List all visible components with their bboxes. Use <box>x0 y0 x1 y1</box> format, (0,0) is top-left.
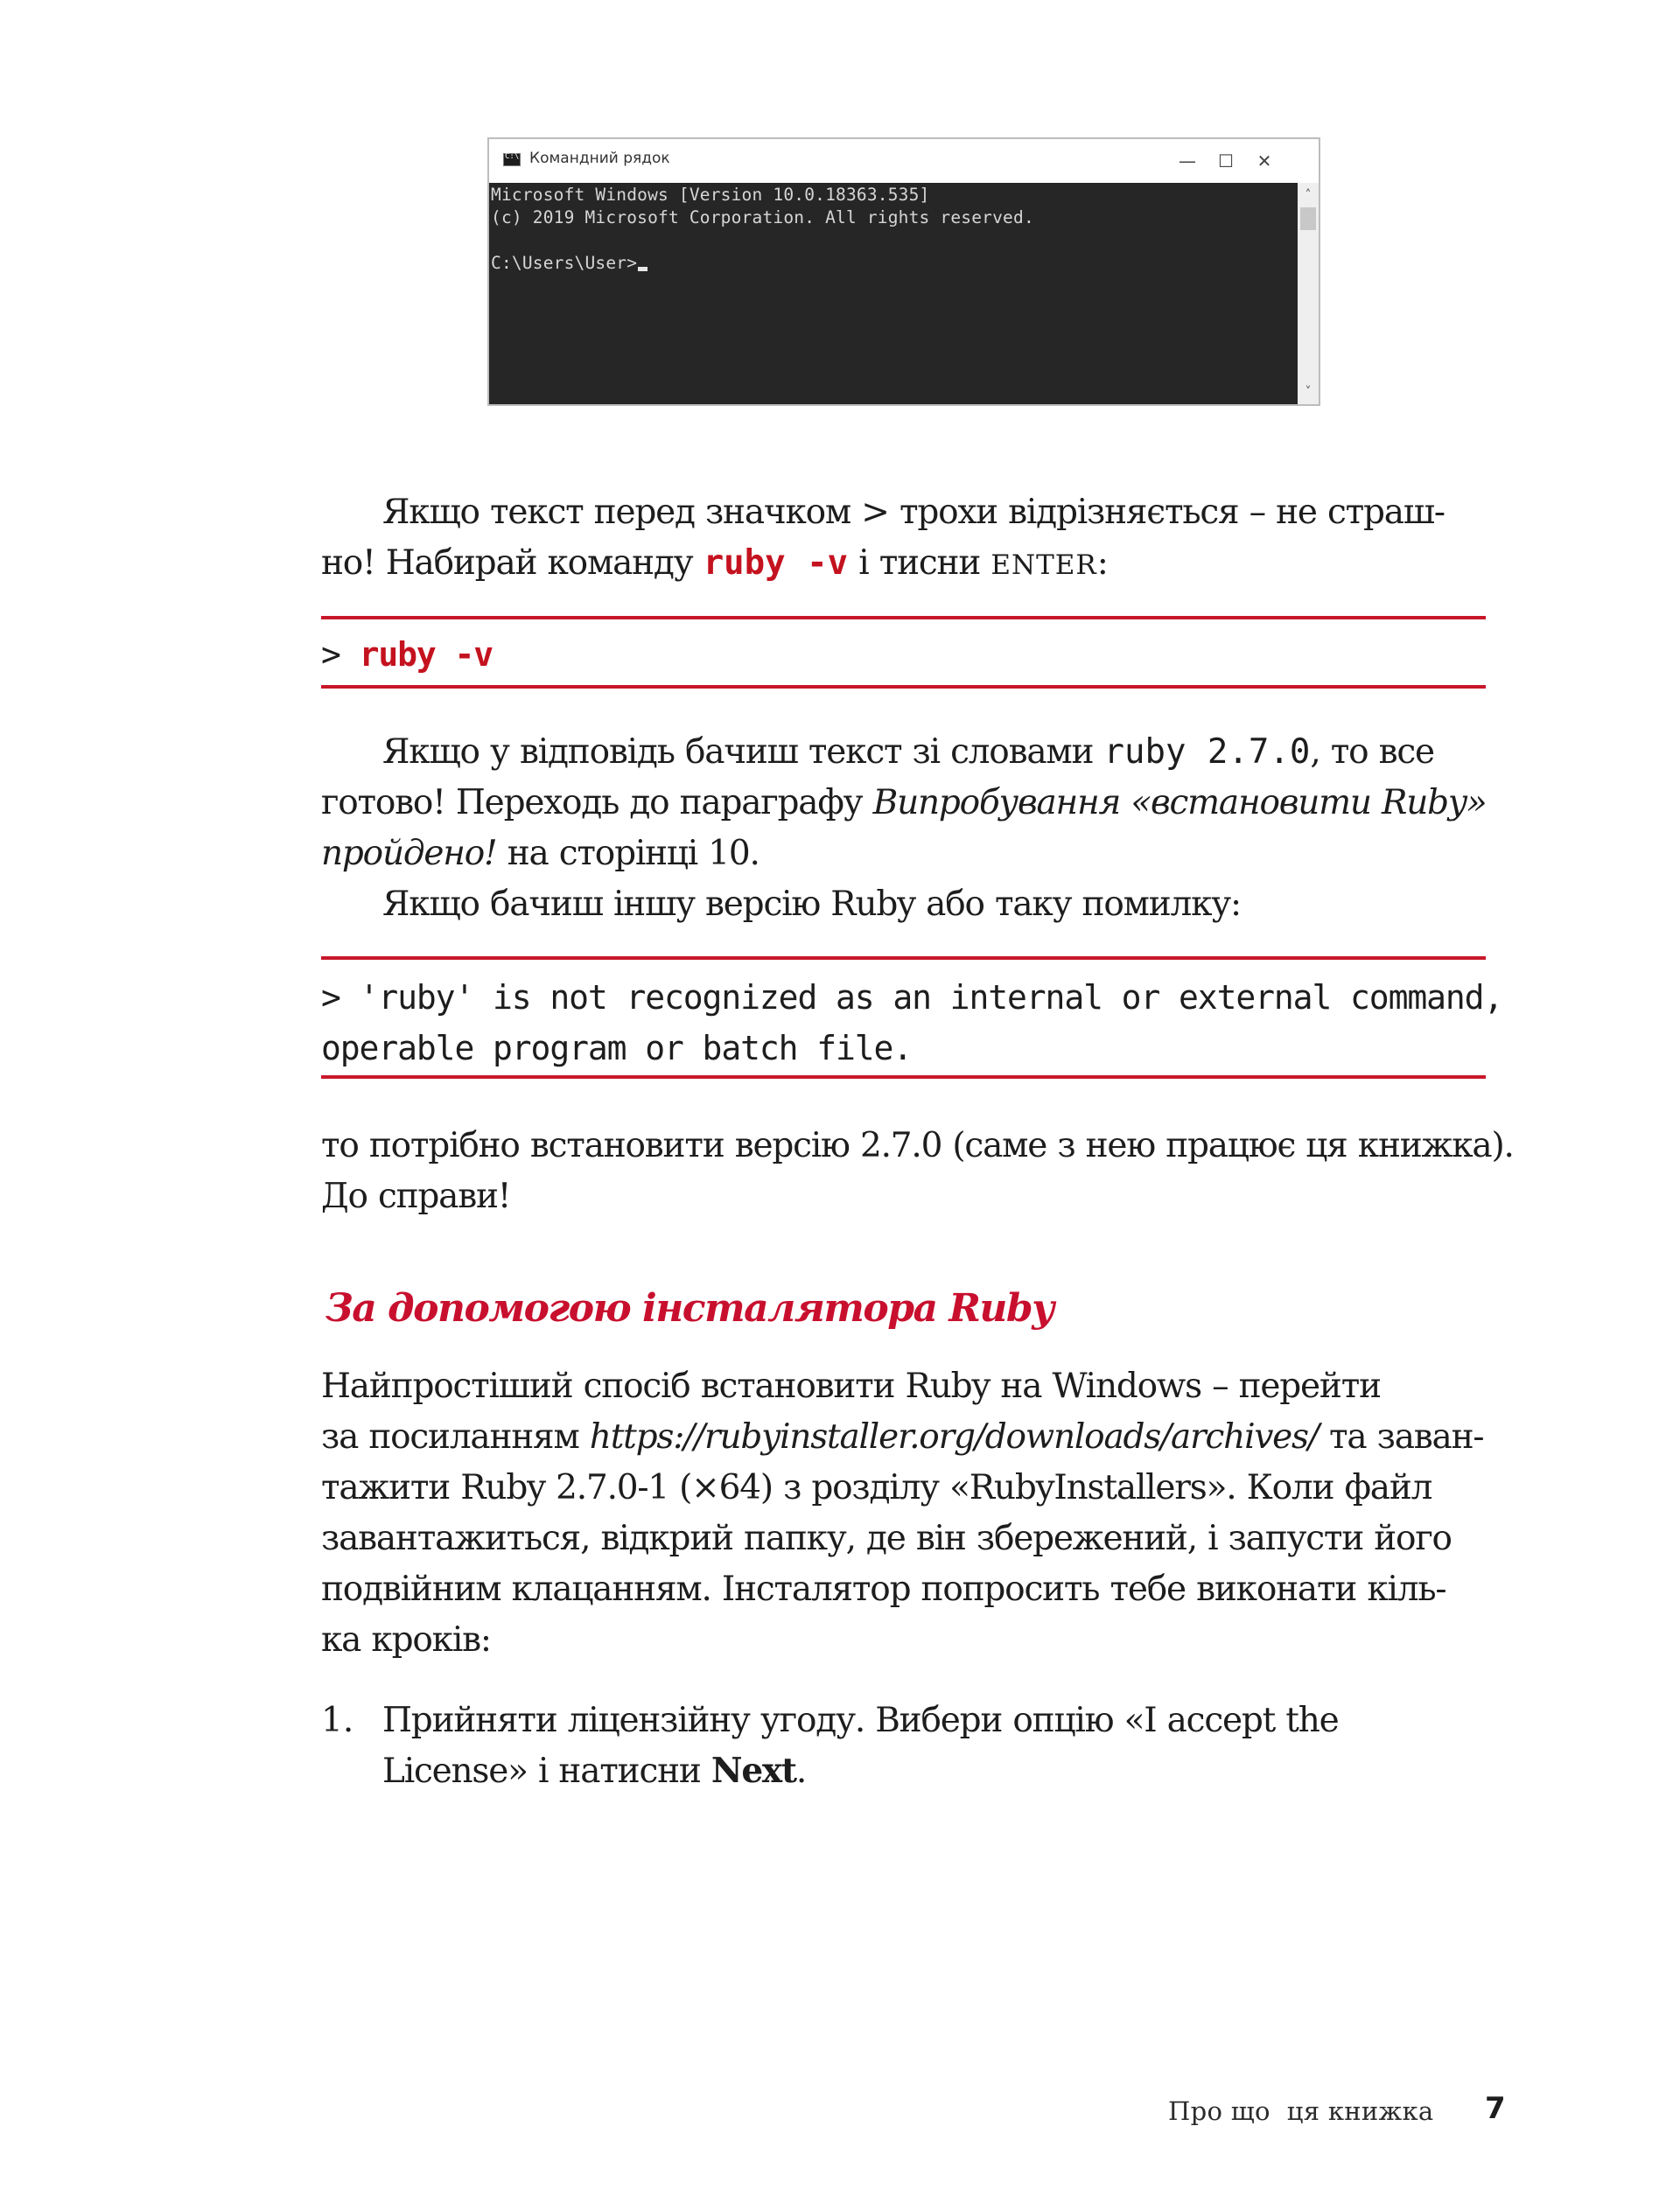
section-reference: Випробування «встановити Ruby» <box>872 783 1487 822</box>
code-block-top-rule <box>321 956 1486 960</box>
running-title: Про що ця книжка <box>1168 2096 1434 2126</box>
text: , то все <box>1310 732 1434 772</box>
minimize-button[interactable]: — <box>1179 150 1196 171</box>
console-line: Microsoft Windows [Version 10.0.18363.535] <box>491 185 930 205</box>
paragraph-line <box>382 732 1434 772</box>
paragraph-line <box>321 836 760 871</box>
page-number: 7 <box>1485 2091 1506 2126</box>
console-output[interactable] <box>489 183 1298 404</box>
paragraph-line: Найпростіший спосіб встановити Ruby на Windows – перейти <box>321 1367 1381 1406</box>
code-block-bottom-rule <box>321 1075 1486 1079</box>
section-reference: пройдено! <box>321 834 497 873</box>
scroll-down-arrow-icon[interactable]: ˅ <box>1305 385 1312 399</box>
console-line: (c) 2019 Microsoft Corporation. All rights reserved. <box>491 207 1034 227</box>
list-number: 1. <box>321 1701 354 1740</box>
inline-code: ruby 2.7.0 <box>1103 732 1311 772</box>
paragraph-line <box>321 1417 1484 1457</box>
installer-link[interactable]: https://rubyinstaller.org/downloads/archives/ <box>589 1417 1319 1457</box>
list-item-line <box>382 1751 807 1791</box>
window-title: Командний рядок <box>529 150 670 167</box>
paragraph-line: Якщо бачиш іншу версію Ruby або таку помилку: <box>382 885 1241 924</box>
paragraph-line: подвійним клацанням. Інсталятор попросить тебе виконати кіль- <box>321 1570 1446 1609</box>
prompt-symbol: > <box>321 635 340 674</box>
text: : <box>1096 543 1108 583</box>
paragraph-line: Якщо текст перед значком > трохи відрізняється – не страш- <box>382 493 1445 532</box>
cmd-icon <box>503 153 521 166</box>
paragraph-line <box>321 783 1487 822</box>
text: і тисни <box>848 543 991 583</box>
inline-code: ruby -v <box>703 543 849 583</box>
code-block-line: > 'ruby' is not recognized as an internal or external command, <box>321 978 1503 1017</box>
paragraph-line: До справи! <box>321 1177 511 1216</box>
command-text: ruby -v <box>359 635 494 674</box>
window-title-bar <box>489 139 1319 183</box>
paragraph-line: ка кроків: <box>321 1620 491 1660</box>
maximize-button[interactable]: ☐ <box>1218 150 1234 171</box>
section-heading: За допомогою інсталятора Ruby <box>326 1286 1054 1331</box>
paragraph-line: завантажиться, відкрий папку, де він збережений, і запусти його <box>321 1519 1452 1558</box>
vertical-scrollbar[interactable] <box>1298 183 1319 404</box>
text: Якщо у відповідь бачиш текст зі словами <box>382 732 1104 772</box>
text: License» і натисни <box>382 1752 711 1791</box>
paragraph-line: тажити Ruby 2.7.0-1 (×64) з розділу «RubyInstallers». Коли файл <box>321 1468 1432 1507</box>
text: но! Набирай команду <box>321 543 704 583</box>
text: за посиланням <box>321 1417 590 1457</box>
paragraph-line: то потрібно встановити версію 2.7.0 (саме з нею працює ця книжка). <box>321 1126 1514 1165</box>
text-cursor <box>638 267 648 271</box>
button-name: Next <box>710 1751 796 1791</box>
console-prompt-text: C:\Users\User> <box>491 253 638 273</box>
code-block-command <box>321 635 494 674</box>
text: . <box>795 1752 807 1791</box>
scrollbar-thumb[interactable] <box>1300 207 1316 230</box>
command-prompt-window <box>487 137 1320 406</box>
list-item-line: Прийняти ліцензійну угоду. Вибери опцію «I accept the <box>382 1701 1339 1740</box>
paragraph-line <box>321 543 1108 583</box>
text: та заван- <box>1318 1417 1484 1457</box>
code-block-top-rule <box>321 616 1486 619</box>
text: готово! Переходь до параграфу <box>321 783 873 822</box>
code-block-bottom-rule <box>321 685 1486 689</box>
close-button[interactable]: ✕ <box>1256 150 1272 171</box>
console-prompt <box>491 253 648 273</box>
scroll-up-arrow-icon[interactable]: ˄ <box>1305 188 1312 202</box>
text: на сторінці 10. <box>496 834 760 873</box>
code-block-line: operable program or batch file. <box>321 1029 913 1067</box>
key-name: ENTER <box>990 549 1097 581</box>
